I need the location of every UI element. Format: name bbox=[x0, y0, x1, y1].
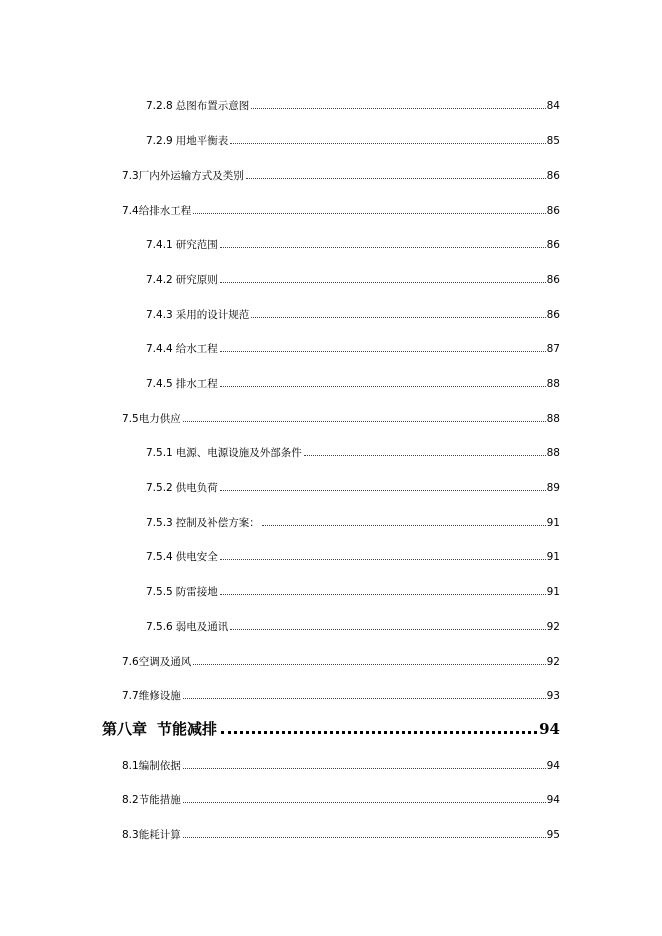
toc-entry-title: 供电安全 bbox=[175, 551, 218, 563]
toc-entry-7-4-5[interactable] bbox=[146, 374, 560, 390]
toc-entry-title: 给排水工程 bbox=[138, 205, 192, 217]
toc-dot-leader bbox=[304, 454, 546, 456]
toc-entry-title: 总图布置示意图 bbox=[175, 100, 250, 112]
toc-entry-chapter-8[interactable] bbox=[102, 716, 560, 738]
toc-entry-title: 空调及通风 bbox=[138, 656, 192, 668]
toc-entry-title: 研究范围 bbox=[175, 239, 218, 251]
toc-dot-leader bbox=[193, 212, 545, 214]
toc-dot-leader bbox=[230, 142, 545, 144]
toc-entry-7-5[interactable] bbox=[122, 409, 560, 425]
toc-entry-8-3[interactable] bbox=[122, 825, 560, 841]
toc-entry-title: 电力供应 bbox=[138, 413, 181, 425]
toc-entry-page: 88 bbox=[546, 413, 560, 425]
toc-dot-leader bbox=[220, 350, 546, 352]
toc-entry-number: 7.2.9 bbox=[146, 135, 173, 147]
toc-entry-7-2-8[interactable] bbox=[146, 96, 560, 112]
toc-entry-title: 编制依据 bbox=[138, 760, 181, 772]
toc-entry-7-4-2[interactable] bbox=[146, 270, 560, 286]
toc-entry-number: 8.1 bbox=[122, 760, 139, 772]
toc-chapter-page: 94 bbox=[539, 720, 560, 738]
toc-entry-number: 7.4.4 bbox=[146, 343, 173, 355]
toc-entry-page: 92 bbox=[546, 656, 560, 668]
toc-entry-title: 排水工程 bbox=[175, 378, 218, 390]
toc-entry-title: 采用的设计规范 bbox=[175, 309, 250, 321]
toc-entry-8-1[interactable] bbox=[122, 756, 560, 772]
toc-entry-number: 7.5.2 bbox=[146, 482, 173, 494]
toc-entry-title: 用地平衡表 bbox=[175, 135, 229, 147]
toc-dot-leader bbox=[221, 730, 537, 734]
toc-dot-leader bbox=[183, 767, 546, 769]
toc-dot-leader bbox=[193, 663, 545, 665]
toc-entry-title: 控制及补偿方案： bbox=[175, 517, 260, 529]
toc-entry-page: 94 bbox=[546, 794, 560, 806]
toc-entry-title: 节能措施 bbox=[138, 794, 181, 806]
toc-entry-7-5-4[interactable] bbox=[146, 547, 560, 563]
toc-entry-title: 维修设施 bbox=[138, 690, 181, 702]
toc-entry-page: 86 bbox=[546, 274, 560, 286]
toc-entry-number: 7.5.6 bbox=[146, 621, 173, 633]
toc-entry-number: 8.2 bbox=[122, 794, 139, 806]
toc-entry-page: 86 bbox=[546, 170, 560, 182]
toc-entry-number: 7.4.1 bbox=[146, 239, 173, 251]
toc-entry-7-4[interactable] bbox=[122, 201, 560, 217]
toc-entry-number: 7.3 bbox=[122, 170, 139, 182]
toc-entry-7-5-5[interactable] bbox=[146, 582, 560, 598]
toc-entry-page: 88 bbox=[546, 378, 560, 390]
toc-dot-leader bbox=[220, 246, 546, 248]
toc-entry-page: 86 bbox=[546, 239, 560, 251]
toc-dot-leader bbox=[220, 489, 546, 491]
toc-entry-title: 防雷接地 bbox=[175, 586, 218, 598]
toc-entry-title: 供电负荷 bbox=[175, 482, 218, 494]
toc-entry-number: 7.5.4 bbox=[146, 551, 173, 563]
toc-entry-number: 7.6 bbox=[122, 656, 139, 668]
toc-entry-title: 弱电及通讯 bbox=[175, 621, 229, 633]
toc-entry-number: 7.4.2 bbox=[146, 274, 173, 286]
toc-entry-page: 87 bbox=[546, 343, 560, 355]
toc-dot-leader bbox=[220, 385, 546, 387]
toc-entry-number: 7.5.5 bbox=[146, 586, 173, 598]
toc-dot-leader bbox=[183, 697, 546, 699]
toc-dot-leader bbox=[251, 107, 545, 109]
toc-entry-page: 88 bbox=[546, 447, 560, 459]
toc-entry-title: 厂内外运输方式及类别 bbox=[138, 170, 244, 182]
toc-entry-page: 84 bbox=[546, 100, 560, 112]
toc-dot-leader bbox=[251, 316, 545, 318]
toc-entry-title: 给水工程 bbox=[175, 343, 218, 355]
toc-dot-leader bbox=[183, 801, 546, 803]
toc-entry-7-5-3[interactable] bbox=[146, 513, 560, 529]
toc-entry-title: 电源、电源设施及外部条件 bbox=[175, 447, 302, 459]
toc-entry-page: 91 bbox=[546, 517, 560, 529]
toc-dot-leader bbox=[230, 628, 545, 630]
toc-dot-leader bbox=[183, 420, 546, 422]
toc-entry-number: 7.4.3 bbox=[146, 309, 173, 321]
toc-entry-7-4-4[interactable] bbox=[146, 339, 560, 355]
toc-dot-leader bbox=[220, 593, 546, 595]
toc-chapter-title: 节能减排 bbox=[157, 720, 218, 738]
toc-entry-number: 7.4 bbox=[122, 205, 139, 217]
toc-entry-page: 95 bbox=[546, 829, 560, 841]
toc-entry-number: 7.5.3 bbox=[146, 517, 173, 529]
toc-entry-number: 7.2.8 bbox=[146, 100, 173, 112]
toc-entry-number: 7.4.5 bbox=[146, 378, 173, 390]
toc-dot-leader bbox=[183, 836, 546, 838]
toc-entry-7-3[interactable] bbox=[122, 166, 560, 182]
toc-dot-leader bbox=[246, 177, 546, 179]
toc-chapter-number: 第八章 bbox=[102, 720, 148, 738]
toc-dot-leader bbox=[220, 281, 546, 283]
toc-entry-page: 86 bbox=[546, 309, 560, 321]
toc-entry-page: 92 bbox=[546, 621, 560, 633]
toc-dot-leader bbox=[262, 524, 546, 526]
toc-entry-7-7[interactable] bbox=[122, 686, 560, 702]
toc-entry-title: 研究原则 bbox=[175, 274, 218, 286]
toc-entry-7-5-6[interactable] bbox=[146, 617, 560, 633]
toc-dot-leader bbox=[220, 558, 546, 560]
toc-entry-number: 7.7 bbox=[122, 690, 139, 702]
toc-entry-8-2[interactable] bbox=[122, 790, 560, 806]
toc-entry-page: 89 bbox=[546, 482, 560, 494]
toc-entry-number: 7.5 bbox=[122, 413, 139, 425]
toc-entry-7-4-1[interactable] bbox=[146, 235, 560, 251]
toc-entry-page: 94 bbox=[546, 760, 560, 772]
toc-entry-7-5-1[interactable] bbox=[146, 443, 560, 459]
toc-entry-page: 91 bbox=[546, 586, 560, 598]
toc-entry-7-2-9[interactable] bbox=[146, 131, 560, 147]
toc-entry-page: 93 bbox=[546, 690, 560, 702]
toc-entry-7-4-3[interactable] bbox=[146, 305, 560, 321]
toc-entry-page: 86 bbox=[546, 205, 560, 217]
toc-entry-page: 85 bbox=[546, 135, 560, 147]
toc-entry-page: 91 bbox=[546, 551, 560, 563]
toc-entry-number: 8.3 bbox=[122, 829, 139, 841]
toc-entry-7-6[interactable] bbox=[122, 652, 560, 668]
toc-entry-7-5-2[interactable] bbox=[146, 478, 560, 494]
toc-entry-title: 能耗计算 bbox=[138, 829, 181, 841]
toc-entry-number: 7.5.1 bbox=[146, 447, 173, 459]
